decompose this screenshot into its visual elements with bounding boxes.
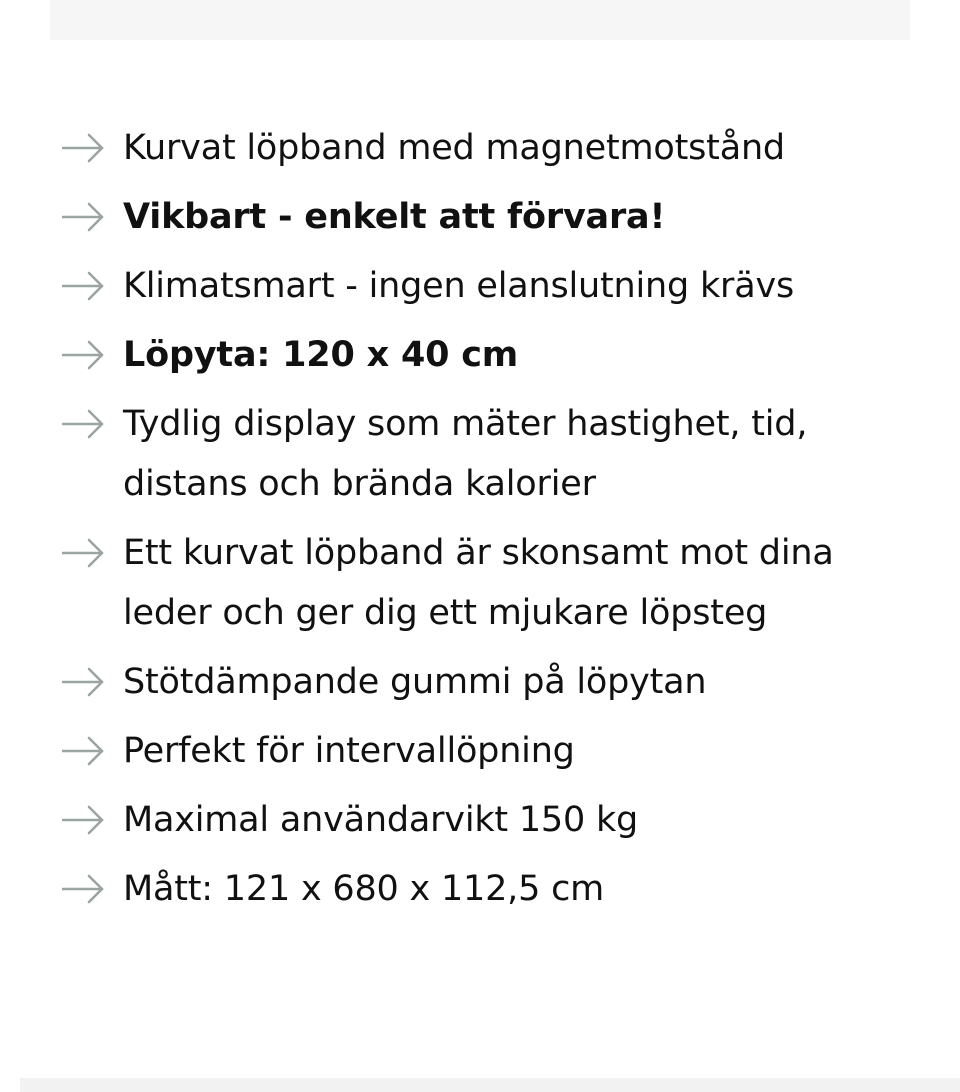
right-arrow-icon [62, 538, 104, 568]
feature-text: Ett kurvat löpband är skonsamt mot dina leder och ger dig ett mjukare löpsteg [123, 533, 834, 633]
right-arrow-icon [62, 133, 104, 163]
list-item [0, 256, 960, 316]
bottom-divider-band [20, 1078, 960, 1092]
feature-text: Kurvat löpband med magnetmotstånd [123, 128, 785, 168]
list-item [0, 118, 960, 178]
feature-text: Mått: 121 x 680 x 112,5 cm [123, 869, 605, 909]
list-item [0, 187, 960, 247]
right-arrow-icon [62, 271, 104, 301]
right-arrow-icon [62, 736, 104, 766]
feature-text: Perfekt för intervallöpning [123, 731, 575, 771]
right-arrow-icon [62, 805, 104, 835]
right-arrow-icon [62, 667, 104, 697]
feature-text: Stötdämpande gummi på löpytan [123, 662, 707, 702]
feature-text: Löpyta: 120 x 40 cm [123, 335, 519, 375]
list-item [0, 325, 960, 385]
list-item [0, 859, 960, 919]
right-arrow-icon [62, 409, 104, 439]
right-arrow-icon [62, 874, 104, 904]
list-item [0, 721, 960, 781]
list-item [0, 523, 960, 643]
feature-list [0, 118, 960, 928]
list-item [0, 652, 960, 712]
right-arrow-icon [62, 202, 104, 232]
feature-text: Klimatsmart - ingen elanslutning krävs [123, 266, 795, 306]
feature-text: Vikbart - enkelt att förvara! [123, 197, 666, 237]
right-arrow-icon [62, 340, 104, 370]
feature-text: Maximal användarvikt 150 kg [123, 800, 639, 840]
top-divider-band [50, 0, 910, 40]
feature-text: Tydlig display som mäter hastighet, tid, distans och brända kalorier [123, 404, 808, 504]
list-item [0, 790, 960, 850]
list-item [0, 394, 960, 514]
